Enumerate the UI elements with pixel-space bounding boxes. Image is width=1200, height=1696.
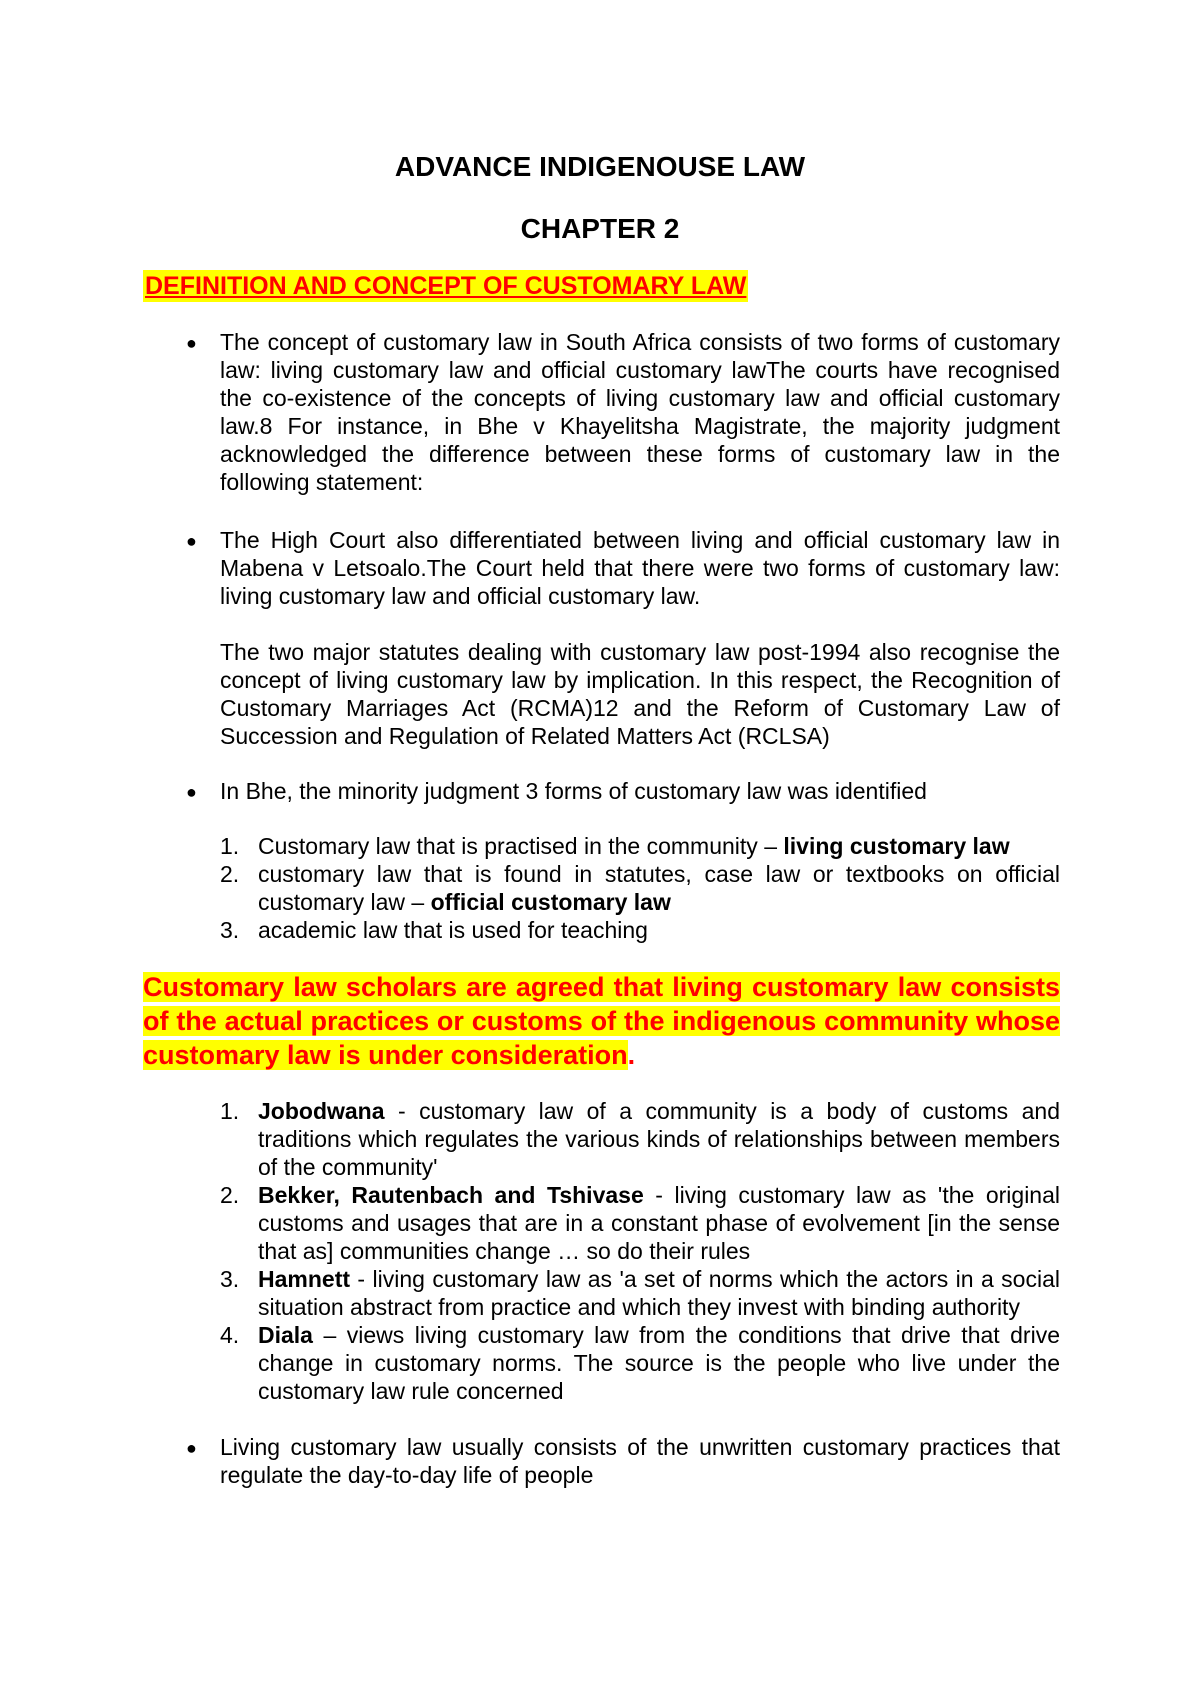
list-item: Diala – views living customary law from the conditions that drive that drive change in customary norms. The source is the people who live under the customary law rule concerned [258, 1322, 1060, 1404]
section-heading: DEFINITION AND CONCEPT OF CUSTOMARY LAW [145, 272, 747, 300]
bullet-living-law: Living customary law usually consists of the unwritten customary practices that regulate the day-to-day life of people [220, 1434, 1060, 1488]
list-item: Customary law that is practised in the community – living customary law [258, 833, 1010, 859]
list-number: 1. [220, 1098, 240, 1124]
list-number: 3. [220, 917, 240, 943]
list-number: 2. [220, 1182, 240, 1208]
list-number: 2. [220, 861, 240, 887]
list-item: academic law that is used for teaching [258, 917, 648, 943]
bullet-icon: ● [186, 782, 197, 802]
bullet-minority-judgment: In Bhe, the minority judgment 3 forms of customary law was identified [220, 778, 927, 804]
document-title: ADVANCE INDIGENOUSE LAW [394, 151, 806, 182]
chapter-title: CHAPTER 2 [520, 213, 680, 244]
list-number: 4. [220, 1322, 240, 1348]
bullet-icon: ● [186, 1438, 197, 1458]
callout-statement: Customary law scholars are agreed that living customary law consists of the actual practices or customs of the indigenous community whose customary law is under consideration. [143, 972, 1060, 1070]
paragraph-statutes: The two major statutes dealing with customary law post-1994 also recognise the concept of living customary law by implication. In this respect, the Recognition of Customary Marriages Act (RCMA)12 and the Reform of Customary Law of Succession and Regulation of Related Matters Act (RCLSA) [220, 639, 1060, 749]
list-number: 3. [220, 1266, 240, 1292]
bullet-high-court: The High Court also differentiated between living and official customary law in Mabena v Letsoalo.The Court held that there were two forms of customary law: living customary law and official customary law. [220, 527, 1060, 609]
list-item: Jobodwana - customary law of a community is a body of customs and traditions which regulates the various kinds of relationships between members of the community' [258, 1098, 1060, 1180]
list-item: Hamnett - living customary law as 'a set of norms which the actors in a social situation abstract from practice and which they invest with binding authority [258, 1266, 1060, 1320]
list-item: Bekker, Rautenbach and Tshivase - living customary law as 'the original customs and usages that are in a constant phase of evolvement [in the sense that as] communities change … so do their rules [258, 1182, 1060, 1264]
bullet-concept: The concept of customary law in South Africa consists of two forms of customary law: living customary law and official customary lawThe courts have recognised the co-existence of the concepts of living customary law and official customary law.8 For instance, in Bhe v Khayelitsha Magistrate, the majority judgment acknowledged the difference between these forms of customary law in the following statement: [220, 329, 1060, 495]
list-item: customary law that is found in statutes, case law or textbooks on official customary law – official customary law [258, 861, 1060, 915]
list-number: 1. [220, 833, 240, 859]
bullet-icon: ● [186, 531, 197, 551]
bullet-icon: ● [186, 333, 197, 353]
